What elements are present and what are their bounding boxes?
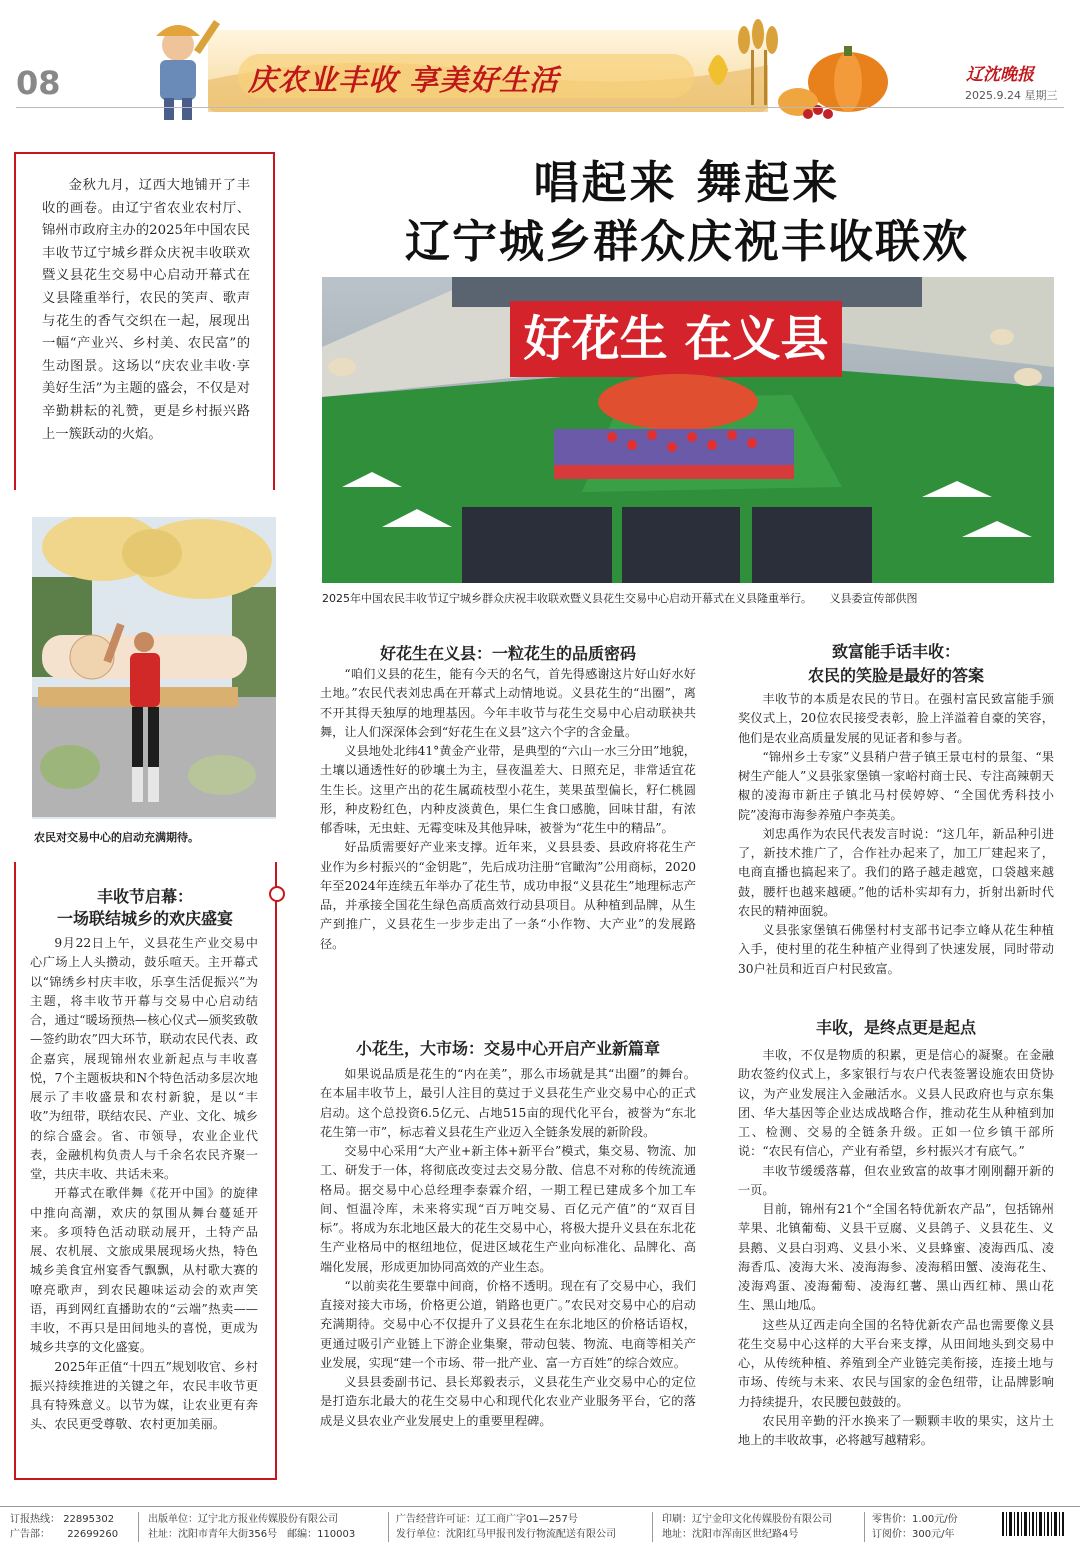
paragraph: 义县县委副书记、县长郑毅表示，义县花生产业交易中心的定位是打造东北最大的花生交易中心和现代化农业产业服务平台，它的落成是义县农业产业发展史上的重要里程碑。 <box>320 1375 696 1428</box>
publisher: 出版单位：辽宁北方报业传媒股份有限公司 <box>148 1514 338 1525</box>
paragraph: “以前卖花生要靠中间商，价格不透明。现在有了交易中心，我们直接对接大市场，价格更公道，销路也更广。”农民对交易中心的启动充满期待。交易中心不仅提升了义县花生在东北地区的价格话语权，更通过吸引产业链上下游企业集聚，带动包装、物流、电商等相关产业发展，实现“建一个市场、带一批产业、富一方百姓”的综合效应。 <box>320 1278 696 1370</box>
retail-price: 零售价：1.00元/份 <box>872 1514 958 1525</box>
publisher-address: 社址：沈阳市青年大街356号 邮编：110003 <box>148 1529 356 1540</box>
main-photo <box>322 277 1054 583</box>
footer-license <box>396 1512 616 1542</box>
footer-printer <box>662 1512 832 1542</box>
paragraph: 农民用辛勤的汗水换来了一颗颗丰收的果实，这片土地上的丰收故事，必将越写越精彩。 <box>738 1413 1054 1447</box>
right-subtitle-3: 丰收，是终点更是起点 <box>815 1018 976 1037</box>
right-section-1-body <box>738 690 1054 979</box>
paragraph: 这些从辽西走向全国的名特优新农产品也需要像义县花生交易中心这样的大平台来支撑，从田间地头到交易中心，从传统种植、养殖到全产业链完美衔接，连接土地与市场、传统与未来、农民与国家的金色纽带，让品牌影响力持续提升，农民腰包鼓鼓的。 <box>738 1317 1054 1409</box>
newspaper-logo: 辽沈晚报 <box>966 65 1034 85</box>
right-subtitle-1: 致富能手话丰收： <box>831 642 960 661</box>
headline-line-1: 唱起来 舞起来 <box>533 156 841 209</box>
paragraph: 刘忠禹作为农民代表发言时说：“这几年，新品种引进了，新技术推广了，合作社办起来了，加工厂建起来了，电商直播也搞起来了。我们的路子越走越宽，口袋越来越鼓，腰杆也越来越硬。”他的话朴实却有力，折射出新时代农民的精神面貌。 <box>738 826 1054 918</box>
subscribe-phone: 22895302 <box>63 1514 115 1525</box>
left-subtitle-1: 丰收节启幕： <box>96 887 193 906</box>
header-slogan: 庆农业丰收 享美好生活 <box>248 63 560 97</box>
footer-divider <box>0 1506 1080 1507</box>
distributor: 发行单位：沈阳红马甲报刊发行物流配送有限公司 <box>396 1529 616 1540</box>
headline-line-2: 辽宁城乡群众庆祝丰收联欢 <box>404 215 969 268</box>
paragraph: 丰收，不仅是物质的积累，更是信心的凝聚。在金融助农签约仪式上，多家银行与农户代表签署设施农田贷协议，为产业发展注入金融活水。义县人民政府也与京东集团、华大基因等企业达成战略合作，推动花生从种植到加工、检测、交易的全链条升级。正如一位乡镇干部所说：“农民有信心，产业有希望，乡村振兴才有底气。” <box>738 1048 1054 1159</box>
paragraph: 开幕式在歌伴舞《花开中国》的旋律中推向高潮，欢庆的氛围从舞台蔓延开来。多项特色活动联动展开，土特产品展、农机展、文旅成果展现场火热，特色城乡美食宜州宴香气飘飘，从村歌大赛的嘹亮歌声，到农民趣味运动会的欢声笑语，再到网红直播助农的“云端”热卖——丰收，不再只是田间地头的喜悦，更成为城乡共享的文化盛宴。 <box>30 1186 258 1355</box>
pumpkin-icon <box>778 46 888 116</box>
main-photo-caption <box>322 590 1054 606</box>
footer-separator <box>652 1512 653 1542</box>
frame-ornament-icon <box>269 886 285 902</box>
main-caption-text: 2025年中国农民丰收节辽宁城乡群众庆祝丰收联欢暨义县花生交易中心启动开幕式在义县隆重举行。 <box>322 592 812 605</box>
left-article-body <box>30 934 258 1435</box>
side-photo <box>32 517 276 819</box>
issue-date: 2025.9.24 星期三 <box>965 89 1058 102</box>
paragraph: 义县张家堡镇石佛堡村村支部书记李立峰从花生种植入手，使村里的花生种植产业得到了快速发展，同时带动30户社员和近百户村民致富。 <box>738 923 1054 976</box>
paragraph: 丰收节缓缓落幕，但农业致富的故事才刚刚翻开新的一页。 <box>738 1163 1054 1197</box>
footer-separator <box>138 1512 139 1542</box>
mid-subtitle-1: 好花生在义县：一粒花生的品质密码 <box>379 644 636 663</box>
footer-price <box>872 1512 958 1542</box>
ad-license: 广告经营许可证：辽工商广字01—257号 <box>396 1514 578 1525</box>
photo-credit: 义县委宣传部供图 <box>829 592 918 605</box>
footer-separator <box>864 1512 865 1542</box>
subscription-price: 订阅价：300元/年 <box>872 1529 955 1540</box>
paragraph: “锦州乡土专家”义县稍户营子镇王景屯村的景玺、“果树生产能人”义县张家堡镇一家峪村商士民、专注高辣朝天椒的凌海市新庄子镇北马村侯婷婷、“全国优秀科技小院”凌海市海参养殖户李英美。 <box>738 749 1054 822</box>
mid-section-1-body <box>320 665 696 954</box>
right-section-2-body <box>738 1046 1054 1450</box>
paragraph: 好品质需要好产业来支撑。近年来，义县县委、县政府将花生产业作为乡村振兴的“金钥匙”，先后成功注册“官瞰沟”公用商标，2020年至2024年连续五年举办了花生节，成功申报“义县花生”地理标志产品，并承接全国花生绿色高质高效行动县项目。从种植到品牌，从生产到推广，义县花生一步步走出了一条“小作物、大产业”的发展路径。 <box>320 840 696 951</box>
page-number: 08 <box>16 64 61 102</box>
subscribe-label: 订报热线： <box>10 1514 60 1525</box>
mid-section-2-body <box>320 1065 696 1431</box>
printer: 印刷：辽宁金印文化传媒股份有限公司 <box>662 1514 832 1525</box>
paragraph: 2025年正值“十四五”规划收官、乡村振兴持续推进的关键之年，农民丰收节更具有特殊意义。以节为媒，让农业更有奔头、农民更受尊敬、农村更加美丽。 <box>30 1359 258 1432</box>
right-subtitle-2: 农民的笑脸是最好的答案 <box>807 666 984 685</box>
barcode <box>1000 1512 1068 1542</box>
footer-separator <box>388 1512 389 1542</box>
mid-subtitle-2: 小花生，大市场：交易中心开启产业新篇章 <box>355 1039 660 1058</box>
paragraph: 丰收节的本质是农民的节日。在强村富民致富能手颁奖仪式上，20位农民接受表彰，脸上洋溢着自豪的笑容，他们是农业高质量发展的见证者和参与者。 <box>738 692 1054 745</box>
side-photo-caption: 农民对交易中心的启动充满期待。 <box>34 831 199 844</box>
printer-address: 地址：沈阳市浑南区世纪路4号 <box>662 1529 799 1540</box>
header-divider <box>16 107 1064 108</box>
left-subtitle-2: 一场联结城乡的欢庆盛宴 <box>56 909 233 928</box>
paragraph: “咱们义县的花生，能有今天的名气，首先得感谢这片好山好水好土地。”农民代表刘忠禹在开幕式上动情地说。义县花生的“出圈”，离不开其得天独厚的地理基因。今年丰收节与花生交易中心启动联袂共舞，让人们深深体会到“好花生在义县”这六个字的含金量。 <box>320 667 696 739</box>
stage-banner-text: 好花生 在义县 <box>523 311 829 367</box>
paragraph: 义县地处北纬41°黄金产业带，是典型的“六山一水三分田”地貌，土壤以通透性好的砂壤土为主，昼夜温差大、日照充足，非常适宜花生生长。这里产出的花生属疏枝型小花生，荚果茧型偏长，籽仁桃圆形，种皮粉红色，内种皮淡黄色，果仁生食口感脆，回味甘甜，有浓郁香味，无虫蛀、无霉变味及其他异味，被誉为“花生中的精品”。 <box>320 744 696 835</box>
intro-paragraph: 金秋九月，辽西大地铺开了丰收的画卷。由辽宁省农业农村厅、锦州市政府主办的2025年中国农民丰收节辽宁城乡群众庆祝丰收联欢暨义县花生交易中心启动开幕式在义县隆重举行，农民的笑声、歌声与花生的香气交织在一起，展现出一幅“产业兴、乡村美、农民富”的生动图景。这场以“庆农业丰收·享美好生活”为主题的盛会，不仅是对辛勤耕耘的礼赞，更是乡村振兴路上一簇跃动的火焰。 <box>42 178 250 442</box>
ad-label: 广告部： <box>10 1529 50 1540</box>
paragraph: 目前，锦州有21个“全国名特优新农产品”，包括锦州苹果、北镇葡萄、义县干豆腐、义县鸽子、义县花生、义县鹅、义县白羽鸡、义县小米、义县蜂蜜、凌海西瓜、凌海香瓜、凌海大米、凌海海参、凌海稻田蟹、凌海花生、凌海鸡蛋、凌海葡萄、凌海红薯、黑山西红柿、黑山花生、黑山地瓜。 <box>738 1202 1054 1313</box>
paragraph: 9月22日上午，义县花生产业交易中心广场上人头攒动，鼓乐喧天。主开幕式以“锦绣乡村庆丰收，乐享生活促振兴”为主题，将丰收节开幕与交易中心启动结合，通过“暖场预热—核心仪式—颁奖致敬—签约助农”四大环节，联动农民代表、政企嘉宾，展现锦州农业新起点与丰收喜悦，7个主题板块和N个特色活动多层次地展示了丰收盛景和农村新貌，是以“丰收”为纽带，联结农民、产业、文化、城乡的综合盛会。省、市领导，农业企业代表，金融机构负责人与千余名农民齐聚一堂，共庆丰收、共话未来。 <box>30 936 258 1181</box>
footer-publisher <box>148 1512 355 1542</box>
paragraph: 如果说品质是花生的“内在美”，那么市场就是其“出圈”的舞台。在本届丰收节上，最引人注目的莫过于义县花生产业交易中心的正式启动。这个总投资6.5亿元、占地515亩的现代化平台，被誉为“东北花生第一市”，标志着义县花生产业迈入全链条发展的新阶段。 <box>320 1067 696 1139</box>
footer-hotlines <box>10 1512 118 1542</box>
ad-phone: 22699260 <box>67 1529 119 1540</box>
paragraph: 交易中心采用“大产业+新主体+新平台”模式，集交易、物流、加工、研发于一体，将彻底改变过去交易分散、信息不对称的传统流通格局。据交易中心总经理李泰霖介绍，一期工程已建成多个加工车间、恒温冷库，未来将实现“百万吨交易、百亿元产值”的“双百目标”。将成为东北地区最大的花生交易中心，将极大提升义县在东北花生产业格局中的枢纽地位，促进区域花生产业向标准化、品牌化、高端化发展，形成更加协同高效的产业生态。 <box>320 1144 696 1274</box>
